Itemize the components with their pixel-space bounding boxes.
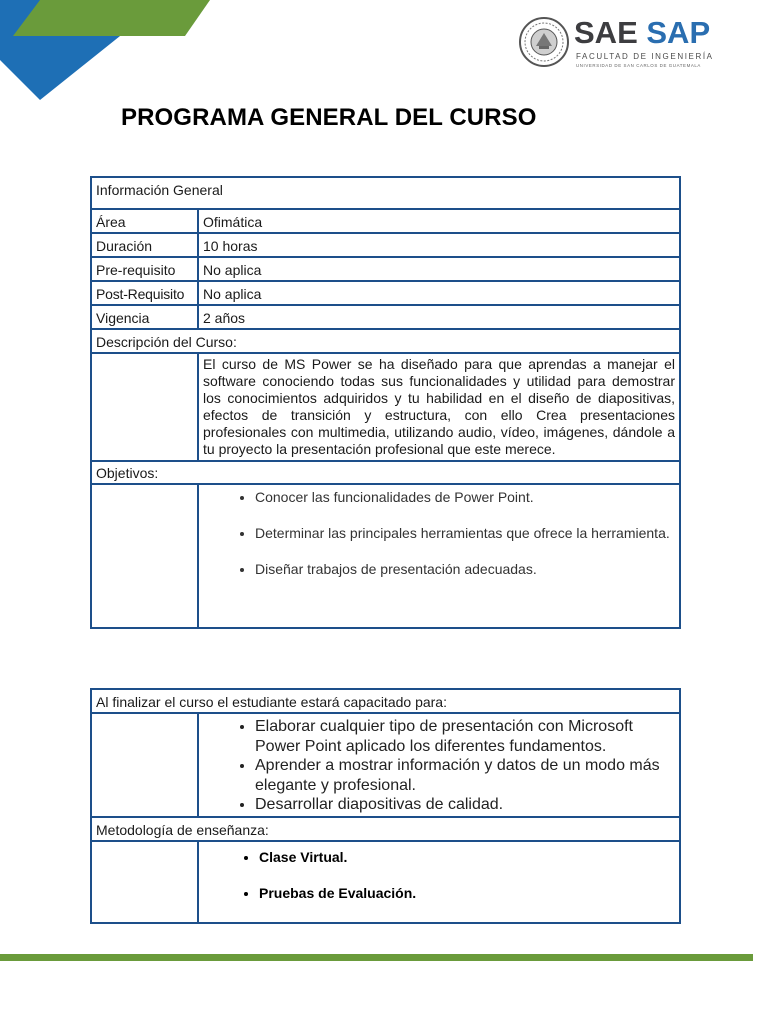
table-row	[91, 484, 680, 628]
objectives-list	[203, 489, 675, 578]
description-heading: Descripción del Curso:	[91, 329, 680, 353]
methodology-list	[203, 849, 675, 902]
outcomes-heading: Al finalizar el curso el estudiante estará capacitado para:	[91, 689, 680, 713]
row-label: Vigencia	[91, 305, 198, 329]
list-item: • Conocer las funcionalidades de Power Point.	[255, 489, 675, 506]
general-info-heading: Información General	[91, 177, 680, 209]
row-value: 2 años	[198, 305, 680, 329]
general-info-table	[90, 176, 681, 629]
table-row	[91, 461, 680, 484]
row-value: Ofimática	[198, 209, 680, 233]
table-row	[91, 209, 680, 233]
table-row	[91, 817, 680, 841]
table-row	[91, 329, 680, 353]
list-item: • Desarrollar diapositivas de calidad.	[255, 795, 675, 815]
table-row	[91, 233, 680, 257]
sae-sap-logo	[518, 14, 718, 74]
row-value: No aplica	[198, 257, 680, 281]
row-value: 10 horas	[198, 233, 680, 257]
table-row	[91, 713, 680, 817]
list-item: • Clase Virtual.	[259, 849, 675, 866]
logo-brand-text: SAE SAP	[574, 15, 711, 50]
list-item: • Elaborar cualquier tipo de presentación con Microsoft Power Point aplicado los diferentes fundamentos.	[255, 717, 675, 756]
logo-university-text: UNIVERSIDAD DE SAN CARLOS DE GUATEMALA	[576, 63, 701, 68]
table-row	[91, 841, 680, 923]
empty-cell	[91, 841, 198, 923]
row-label: Área	[91, 209, 198, 233]
outcomes-cell	[198, 713, 680, 817]
row-label: Post-Requisito	[91, 281, 198, 305]
outcomes-list	[203, 717, 675, 815]
course-description: El curso de MS Power se ha diseñado para que aprendas a manejar el software conociendo todas sus funcionalidades y utilidad para demostrar los conocimientos adquiridos y tu habilidad en el diseño de diapositivas, efectos de transición y estructura, con ello Crea presentaciones profesionales con multimedia, utilizando audio, vídeo, imágenes, dándole a tu proyecto la presentación profesional que este merece.	[198, 353, 680, 461]
footer-bar	[0, 954, 753, 961]
table-row	[91, 689, 680, 713]
list-item: • Determinar las principales herramientas que ofrece la herramienta.	[255, 525, 675, 542]
logo-faculty-text: FACULTAD DE INGENIERÍA	[576, 52, 714, 61]
objectives-cell	[198, 484, 680, 628]
corner-decoration	[0, 0, 215, 100]
empty-cell	[91, 713, 198, 817]
empty-cell	[91, 353, 198, 461]
page-title: PROGRAMA GENERAL DEL CURSO	[121, 104, 537, 131]
objectives-heading: Objetivos:	[91, 461, 680, 484]
outcomes-table	[90, 688, 681, 924]
list-item: • Aprender a mostrar información y datos de un modo más elegante y profesional.	[255, 756, 675, 795]
empty-cell	[91, 484, 198, 628]
row-label: Pre-requisito	[91, 257, 198, 281]
row-value: No aplica	[198, 281, 680, 305]
table-row	[91, 305, 680, 329]
row-label: Duración	[91, 233, 198, 257]
list-item: • Pruebas de Evaluación.	[259, 885, 675, 902]
methodology-cell	[198, 841, 680, 923]
list-item: • Diseñar trabajos de presentación adecuadas.	[255, 561, 675, 578]
table-row	[91, 177, 680, 209]
table-row	[91, 281, 680, 305]
methodology-heading: Metodología de enseñanza:	[91, 817, 680, 841]
university-seal-icon	[518, 16, 570, 68]
table-row	[91, 257, 680, 281]
table-row	[91, 353, 680, 461]
